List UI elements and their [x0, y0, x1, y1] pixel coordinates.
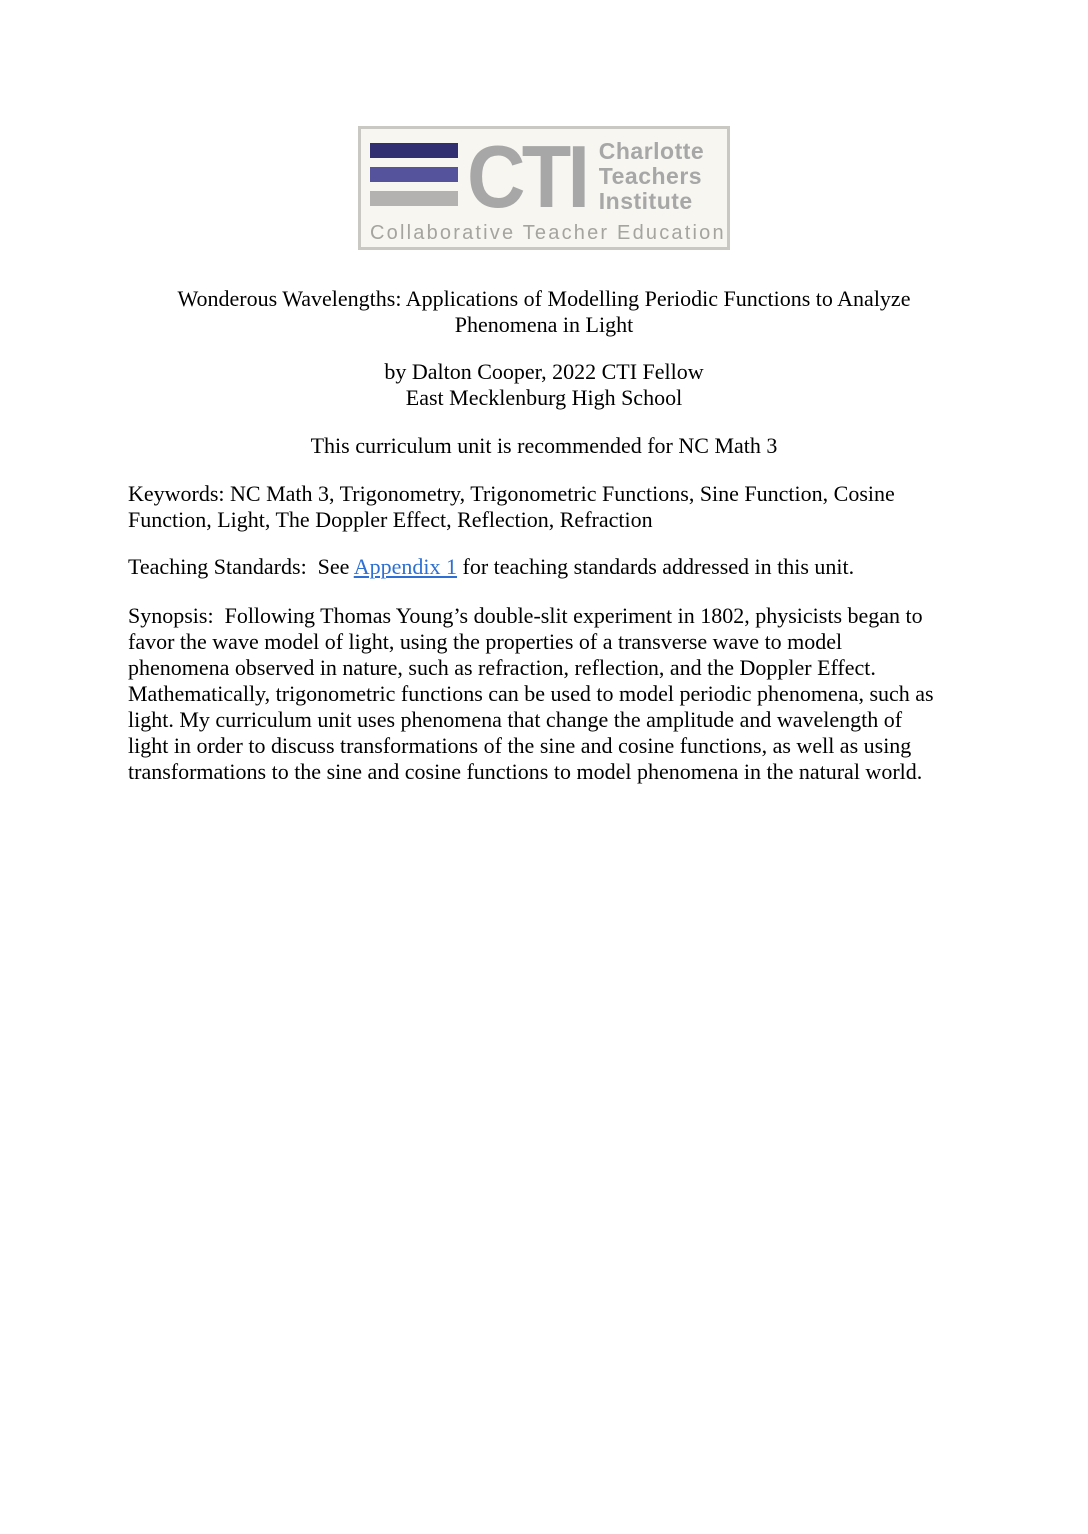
cti-logo-top [370, 127, 718, 226]
author-line: by Dalton Cooper, 2022 CTI Fellow [384, 359, 704, 384]
logo-org-name-line: Teachers [598, 163, 703, 189]
logo-acronym: CTI [467, 127, 587, 226]
logo-org-name [599, 139, 704, 214]
byline [0, 359, 1088, 411]
synopsis-paragraph: Synopsis: Following Thomas Young’s double-slit experiment in 1802, physicists began to favor the wave model of light, using the properties of a transverse wave to model phenomena observed in nature, such as refraction, reflection, and the Doppler Effect. Mathematically, trigonometric functions can be used to model periodic phenomena, such as light. My curriculum unit uses phenomena that change the amplitude and wavelength of light in order to discuss transformations of the sine and cosine functions, as well as using transformations to the sine and cosine functions to model phenomena in the natural world. [128, 603, 940, 784]
document-page [0, 126, 1088, 785]
appendix-1-link[interactable]: Appendix 1 [353, 554, 458, 579]
logo-bar-top [370, 143, 458, 158]
logo-org-name-line: Institute [598, 188, 693, 214]
logo-bar-middle [370, 167, 458, 182]
logo-org-name-line: Charlotte [598, 138, 705, 164]
teaching-standards-prefix: Teaching Standards: See [128, 554, 354, 579]
logo-bar-bottom [370, 191, 458, 206]
recommendation-line: This curriculum unit is recommended for NC Math 3 [310, 433, 778, 458]
page-title-line2: Phenomena in Light [454, 312, 634, 337]
logo-bars-icon [370, 143, 458, 206]
logo-tagline: Collaborative Teacher Education [370, 222, 726, 244]
page-title-line1: Wonderous Wavelengths: Applications of Modelling Periodic Functions to Analyze [177, 286, 911, 311]
cti-logo [358, 126, 730, 250]
teaching-standards-paragraph [128, 554, 938, 580]
page-title [0, 286, 1088, 338]
keywords-paragraph: Keywords: NC Math 3, Trigonometry, Trigonometric Functions, Sine Function, Cosine Function, Light, The Doppler Effect, Reflection, Refraction [128, 481, 901, 532]
teaching-standards-suffix: for teaching standards addressed in this unit. [457, 554, 855, 579]
school-line: East Mecklenburg High School [405, 385, 683, 410]
